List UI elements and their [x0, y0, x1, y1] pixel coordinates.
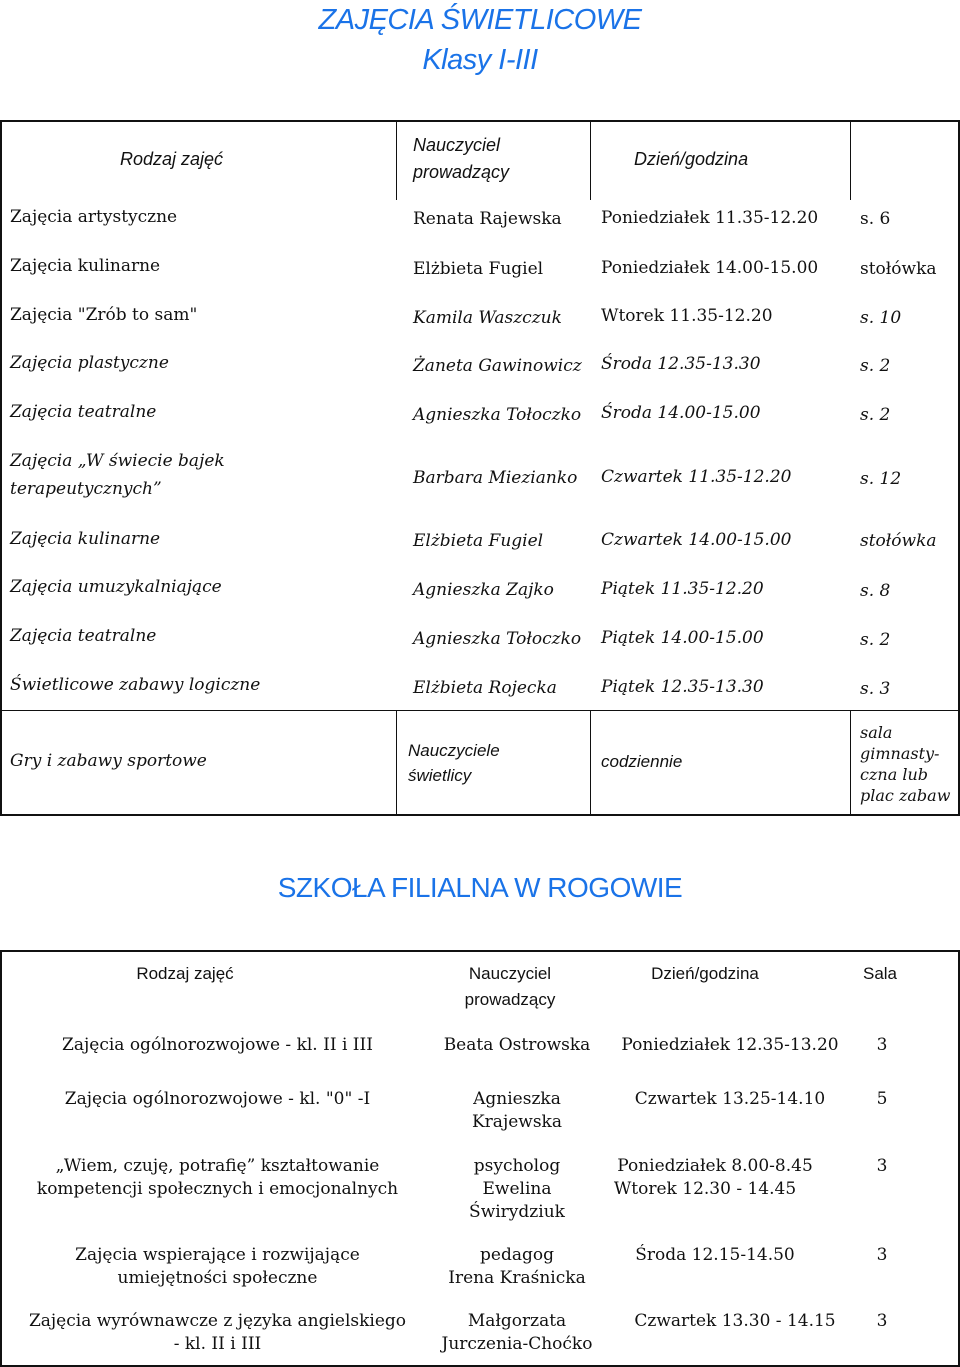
activity-name: Zajęcia umuzykalniające	[10, 577, 222, 597]
day-time: Środa 14.00-15.00	[601, 403, 761, 423]
activity-name: Zajęcia "Zrób to sam"	[10, 305, 198, 325]
page-title: ZAJĘCIA ŚWIETLICOWE	[318, 4, 642, 36]
activity-name: Zajęcia teatralne	[10, 626, 157, 646]
day-time: Środa 12.35-13.30	[601, 354, 761, 374]
day-time: Poniedziałek 11.35-12.20	[601, 208, 819, 228]
activity-name-line1: „Wiem, czuję, potrafię” kształtowanie	[55, 1156, 380, 1176]
room: s. 2	[860, 630, 891, 650]
teacher-name-line1: psycholog	[473, 1156, 561, 1176]
header-room: Sala	[862, 964, 898, 983]
table-divider	[590, 120, 591, 200]
header-day-time: Dzień/godzina	[634, 149, 749, 169]
teacher-name: Agnieszka Tołoczko	[413, 405, 582, 425]
day-time: Czwartek 11.35-12.20	[601, 467, 792, 487]
room-line2: gimnasty-	[860, 744, 940, 763]
header-teacher-line2: prowadzący	[413, 162, 510, 182]
teacher-name: Elżbieta Fugiel	[413, 531, 544, 551]
teacher-name: Agnieszka Tołoczko	[413, 629, 582, 649]
teacher-name-line2: Jurczenia-Choćko	[441, 1334, 593, 1354]
header-teacher-line2: prowadzący	[464, 990, 556, 1009]
page-subtitle: Klasy I-III	[422, 44, 538, 76]
table-border	[0, 950, 960, 952]
room: 5	[876, 1089, 888, 1109]
teacher-name: Kamila Waszczuk	[413, 308, 562, 328]
day-time: Poniedziałek 14.00-15.00	[601, 258, 819, 278]
activity-name: Zajęcia kulinarne	[10, 256, 161, 276]
day-time: Piątek 11.35-12.20	[601, 579, 764, 599]
day-time-line1: Poniedziałek 8.00-8.45	[617, 1156, 813, 1176]
header-activity: Rodzaj zajęć	[120, 149, 224, 169]
table-divider	[850, 120, 851, 200]
table-divider	[590, 710, 591, 816]
day-time: Czwartek 14.00-15.00	[601, 530, 792, 550]
teacher-name-line2: świetlicy	[408, 766, 472, 785]
room-line3: czna lub	[860, 765, 928, 784]
room: s. 2	[860, 356, 891, 376]
section-title: SZKOŁA FILIALNA W ROGOWIE	[277, 872, 683, 903]
room: 3	[876, 1156, 888, 1176]
room: s. 12	[860, 469, 902, 489]
activity-name: Zajęcia artystyczne	[10, 207, 178, 227]
table-divider	[0, 710, 960, 711]
schedule-table-rogowo	[0, 950, 960, 1367]
teacher-name-line2: Krajewska	[471, 1112, 562, 1132]
room: s. 8	[860, 581, 891, 601]
activity-name: Świetlicowe zabawy logiczne	[10, 675, 261, 695]
table-border	[0, 120, 2, 816]
day-time-line2: Wtorek 12.30 - 14.45	[613, 1179, 797, 1199]
header-day-time: Dzień/godzina	[651, 964, 759, 983]
table-divider	[396, 120, 397, 200]
day-time: Środa 12.15-14.50	[635, 1245, 795, 1265]
teacher-name-line1: Małgorzata	[467, 1311, 567, 1331]
room: 3	[876, 1311, 888, 1331]
activity-name: Zajęcia teatralne	[10, 402, 157, 422]
teacher-name: Żaneta Gawinowicz	[413, 356, 582, 376]
activity-name-line2: kompetencji społecznych i emocjonalnych	[36, 1179, 399, 1199]
teacher-name: Elżbieta Rojecka	[413, 678, 557, 698]
activity-name-line1: Zajęcia wyrównawcze z języka angielskiego	[28, 1311, 407, 1331]
room-line1: sala	[860, 723, 893, 742]
room: 3	[876, 1035, 888, 1055]
header-teacher-line1: Nauczyciel	[468, 964, 552, 983]
activity-name-line1: Zajęcia wspierające i rozwijające	[75, 1245, 360, 1265]
activity-name-line2: terapeutycznych”	[10, 479, 162, 499]
teacher-name-line1: pedagog	[480, 1245, 554, 1265]
table-divider	[850, 710, 851, 816]
table-divider	[396, 710, 397, 816]
activity-name-line1: Zajęcia „W świecie bajek	[10, 451, 225, 471]
header-teacher-line1: Nauczyciel	[413, 135, 501, 155]
day-time: Piątek 14.00-15.00	[601, 628, 764, 648]
teacher-name-line3: Świrydziuk	[469, 1202, 565, 1222]
activity-name: Zajęcia ogólnorozwojowe - kl. "0" -I	[64, 1089, 371, 1109]
teacher-name: Renata Rajewska	[413, 209, 562, 229]
header-activity: Rodzaj zajęć	[136, 964, 234, 983]
day-time: Poniedziałek 12.35-13.20	[621, 1035, 839, 1055]
table-border	[0, 814, 960, 816]
day-time: Piątek 12.35-13.30	[601, 677, 764, 697]
day-time: codziennie	[601, 752, 683, 771]
activity-name: Zajęcia plastyczne	[10, 353, 169, 373]
room: s. 3	[860, 679, 891, 699]
teacher-name-line1: Agnieszka	[473, 1089, 561, 1109]
teacher-name-line1: Nauczyciele	[408, 741, 500, 760]
day-time: Wtorek 11.35-12.20	[601, 306, 773, 326]
day-time: Czwartek 13.30 - 14.15	[634, 1311, 836, 1331]
activity-name: Zajęcia kulinarne	[10, 529, 161, 549]
activity-name-line2: - kl. II i III	[173, 1334, 262, 1354]
room: 3	[876, 1245, 888, 1265]
teacher-name: Elżbieta Fugiel	[413, 259, 544, 279]
teacher-name: Beata Ostrowska	[443, 1035, 591, 1055]
room: s. 10	[860, 308, 902, 328]
day-time: Czwartek 13.25-14.10	[634, 1089, 826, 1109]
teacher-name-line2: Irena Kraśnicka	[448, 1268, 586, 1288]
activity-name: Zajęcia ogólnorozwojowe - kl. II i III	[62, 1035, 373, 1055]
teacher-name: Barbara Miezianko	[413, 468, 578, 488]
schedule-table-classes-1-3	[0, 120, 960, 816]
teacher-name: Agnieszka Zajko	[413, 580, 554, 600]
activity-name: Gry i zabawy sportowe	[10, 751, 207, 771]
activity-name-line2: umiejętności społeczne	[117, 1268, 318, 1288]
room: s. 2	[860, 405, 891, 425]
table-border	[0, 120, 960, 122]
room: s. 6	[860, 209, 891, 229]
room: stołówka	[860, 531, 937, 551]
room: stołówka	[860, 259, 937, 279]
room-line4: plac zabaw	[860, 786, 951, 805]
teacher-name-line2: Ewelina	[482, 1179, 552, 1199]
